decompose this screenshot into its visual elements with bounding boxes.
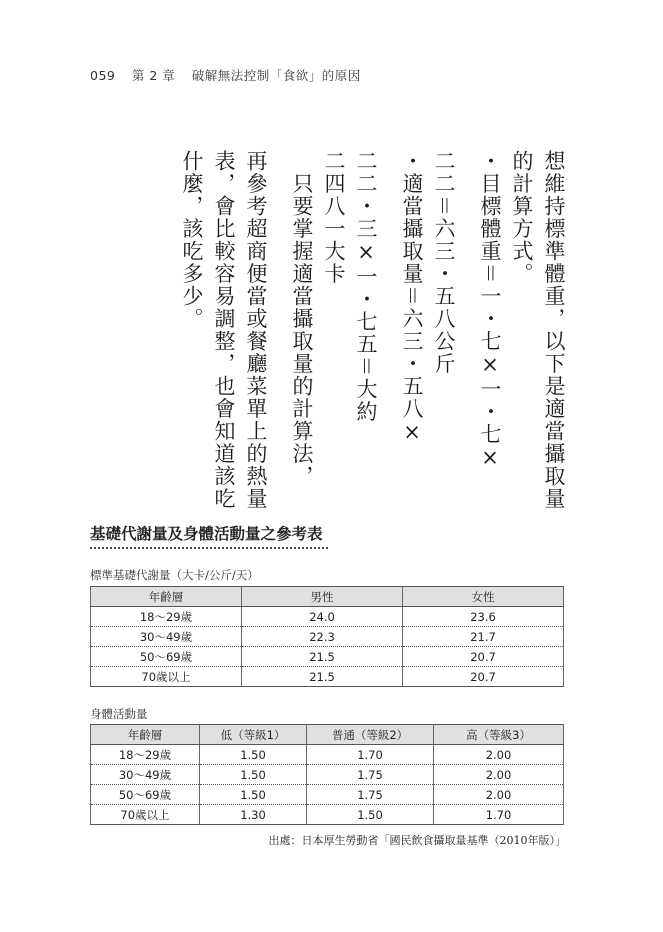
table-cell: 50～69歲	[91, 785, 200, 805]
table-cell: 2.00	[434, 745, 564, 765]
table-row	[91, 607, 564, 627]
table-cell: 1.75	[307, 765, 434, 785]
column-header: 男性	[242, 587, 403, 607]
running-header	[90, 66, 373, 84]
table-cell: 1.70	[307, 745, 434, 765]
table-cell: 1.50	[200, 745, 307, 765]
table-row	[91, 627, 564, 647]
column-header: 低（等級1）	[200, 725, 307, 745]
table-cell: 1.50	[307, 805, 434, 825]
text-column: 二四八一大卡	[322, 150, 346, 285]
table-cell: 30～49歲	[91, 765, 200, 785]
section-divider	[90, 547, 328, 549]
table-cell: 1.70	[434, 805, 564, 825]
table-cell: 21.5	[242, 647, 403, 667]
table-cell: 18～29歲	[91, 745, 200, 765]
table-row	[91, 745, 564, 765]
table-cell: 1.30	[200, 805, 307, 825]
table-header-row	[91, 725, 564, 745]
table-cell: 30～49歲	[91, 627, 242, 647]
table-header-row	[91, 587, 564, 607]
text-column: 什麼，該吃多少。	[180, 150, 204, 330]
text-column: 二二＝六三・五八公斤	[432, 150, 456, 375]
text-column: 想維持標準體重，以下是適當攝取量	[542, 150, 566, 510]
column-header: 高（等級3）	[434, 725, 564, 745]
bmr-table	[90, 586, 564, 687]
table-cell: 20.7	[403, 647, 564, 667]
table1-caption: 標準基礎代謝量（大卡/公斤/天）	[90, 568, 259, 582]
page-number: 059	[90, 68, 116, 83]
table-row	[91, 667, 564, 687]
table-cell: 23.6	[403, 607, 564, 627]
text-column: ・適當攝取量＝六三・五八×	[400, 150, 424, 446]
table-cell: 22.3	[242, 627, 403, 647]
table-cell: 50～69歲	[91, 647, 242, 667]
text-column: ・目標體重＝一・七×一・七×	[478, 150, 502, 471]
table2-caption: 身體活動量	[90, 707, 148, 721]
text-column: 的計算方式。	[510, 150, 534, 285]
table-cell: 21.5	[242, 667, 403, 687]
chapter-title: 破解無法控制「食欲」的原因	[191, 68, 361, 83]
activity-table	[90, 724, 564, 825]
column-header: 年齡層	[91, 587, 242, 607]
section-title: 基礎代謝量及身體活動量之參考表	[90, 525, 323, 543]
table-row	[91, 647, 564, 667]
text-column: 再參考超商便當或餐廳菜單上的熱量	[244, 150, 268, 510]
table-row	[91, 805, 564, 825]
table-row	[91, 785, 564, 805]
text-column: 表，會比較容易調整，也會知道該吃	[212, 150, 236, 510]
column-header: 女性	[403, 587, 564, 607]
chapter-label: 第 2 章	[131, 68, 176, 83]
column-header: 普通（等級2）	[307, 725, 434, 745]
table-cell: 2.00	[434, 785, 564, 805]
source-citation: 出處：日本厚生勞動省「國民飲食攝取量基準（2010年版）」	[268, 834, 566, 847]
table-cell: 70歲以上	[91, 667, 242, 687]
table-cell: 20.7	[403, 667, 564, 687]
table-cell: 1.75	[307, 785, 434, 805]
table-row	[91, 765, 564, 785]
table-cell: 18～29歲	[91, 607, 242, 627]
table-cell: 21.7	[403, 627, 564, 647]
table-cell: 24.0	[242, 607, 403, 627]
text-column: 只要掌握適當攝取量的計算法，	[290, 150, 314, 488]
table-cell: 1.50	[200, 765, 307, 785]
column-header: 年齡層	[91, 725, 200, 745]
text-column: 二二・三×一・七五＝大約	[354, 150, 378, 423]
table-cell: 70歲以上	[91, 805, 200, 825]
table-cell: 1.50	[200, 785, 307, 805]
vertical-body-text	[140, 150, 570, 510]
table-cell: 2.00	[434, 765, 564, 785]
